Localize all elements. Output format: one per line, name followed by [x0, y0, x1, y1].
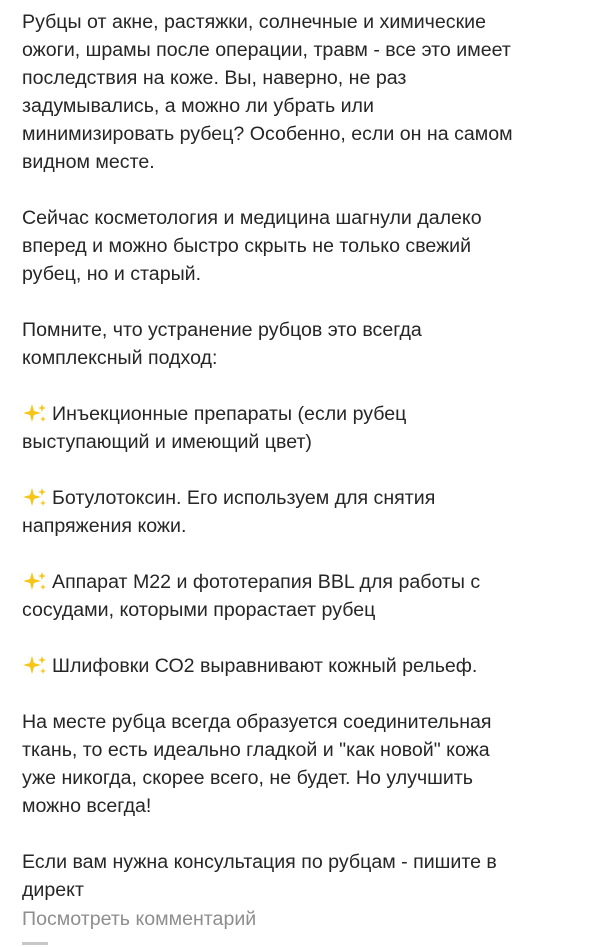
- list-item: [22, 652, 574, 680]
- list-item-text: Инъекционные препараты (если рубец выступающий и имеющий цвет): [22, 403, 407, 453]
- view-comments-link[interactable]: Посмотреть комментарий: [22, 908, 257, 930]
- caption-paragraph-1: Рубцы от акне, растяжки, солнечные и химические ожоги, шрамы после операции, травм - все это имеет последствия на коже. Вы, наверно, не раз задумывались, а можно ли убрать или минимизировать рубец? Особенно, если он на самом видном месте.: [22, 11, 513, 173]
- caption-paragraph-2: Сейчас косметология и медицина шагнули далеко вперед и можно быстро скрыть не только свежий рубец, но и старый.: [22, 207, 482, 285]
- list-item-text: Шлифовки СО2 выравнивают кожный рельеф.: [52, 655, 478, 677]
- caption-paragraph-5: Если вам нужна консультация по рубцам - пишите в директ: [22, 851, 497, 901]
- sparkles-icon: [22, 571, 48, 591]
- clipped-line: [22, 939, 62, 947]
- sparkles-icon: [22, 403, 48, 423]
- list-item-text: Аппарат М22 и фототерапия BBL для работы с сосудами, которыми прорастает рубец: [22, 571, 481, 621]
- list-item: [22, 400, 574, 456]
- caption-paragraph-4: На месте рубца всегда образуется соединительная ткань, то есть идеально гладкой и "как новой" кожа уже никогда, скорее всего, не будет. Но улучшить можно всегда!: [22, 711, 492, 817]
- sparkles-icon: [22, 487, 48, 507]
- sparkles-icon: [22, 655, 48, 675]
- list-item: [22, 484, 574, 540]
- list-item: [22, 568, 574, 624]
- caption-paragraph-3: Помните, что устранение рубцов это всегда комплексный подход:: [22, 319, 422, 369]
- list-item-text: Ботулотоксин. Его используем для снятия напряжения кожи.: [22, 487, 436, 537]
- post-caption: [22, 8, 574, 904]
